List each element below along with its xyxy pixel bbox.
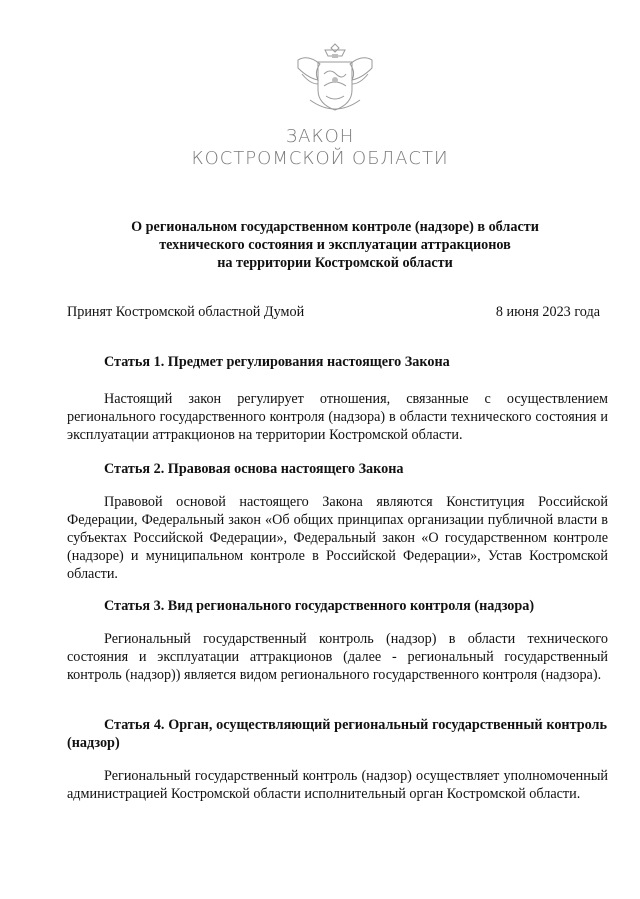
article-3-title: Статья 3. Вид регионального государственного контроля (надзора): [104, 598, 535, 614]
adopted-date: 8 июня 2023 года: [495, 304, 600, 320]
article-4-title: Статья 4. Орган, осуществляющий региональный государственный контроль (надзор): [67, 717, 607, 751]
article-4-text: Региональный государственный контроль (надзор) осуществляет уполномоченный администрацией Костромской области исполнительный орган Костромской области.: [67, 768, 608, 802]
law-heading: [80, 218, 590, 272]
coat-of-arms-icon: [290, 40, 380, 118]
adoption-line: [67, 304, 600, 321]
adopted-by: Принят Костромской областной Думой: [67, 304, 305, 320]
region-title: КОСТРОМСКОЙ ОБЛАСТИ: [191, 148, 449, 169]
heading-line: технического состояния и эксплуатации аттракционов: [159, 237, 511, 253]
article-2-text: Правовой основой настоящего Закона являются Конституция Российской Федерации, Федеральный закон «Об общих принципах организации публичной власти в субъектах Российской Федерации», Федеральный закон «О государственном контроле (надзоре) и муниципальном контроле в Российской Федерации», Устав Костромской области.: [67, 494, 608, 582]
article-1-title: Статья 1. Предмет регулирования настоящего Закона: [104, 354, 450, 370]
heading-line: О региональном государственном контроле (надзоре) в области: [131, 219, 539, 235]
law-type-title: ЗАКОН: [285, 126, 355, 147]
article-1-text: Настоящий закон регулирует отношения, связанные с осуществлением регионального государственного контроля (надзора) в области технического состояния и эксплуатации аттракционов на территории Костромской области.: [67, 391, 608, 443]
article-3-text: Региональный государственный контроль (надзор) в области технического состояния и эксплуатации аттракционов (далее - региональный государственный контроль (надзор)) является видом регионального государственного контроля (надзора).: [67, 631, 608, 683]
heading-line: на территории Костромской области: [217, 255, 453, 271]
article-2-title: Статья 2. Правовая основа настоящего Закона: [104, 461, 404, 477]
